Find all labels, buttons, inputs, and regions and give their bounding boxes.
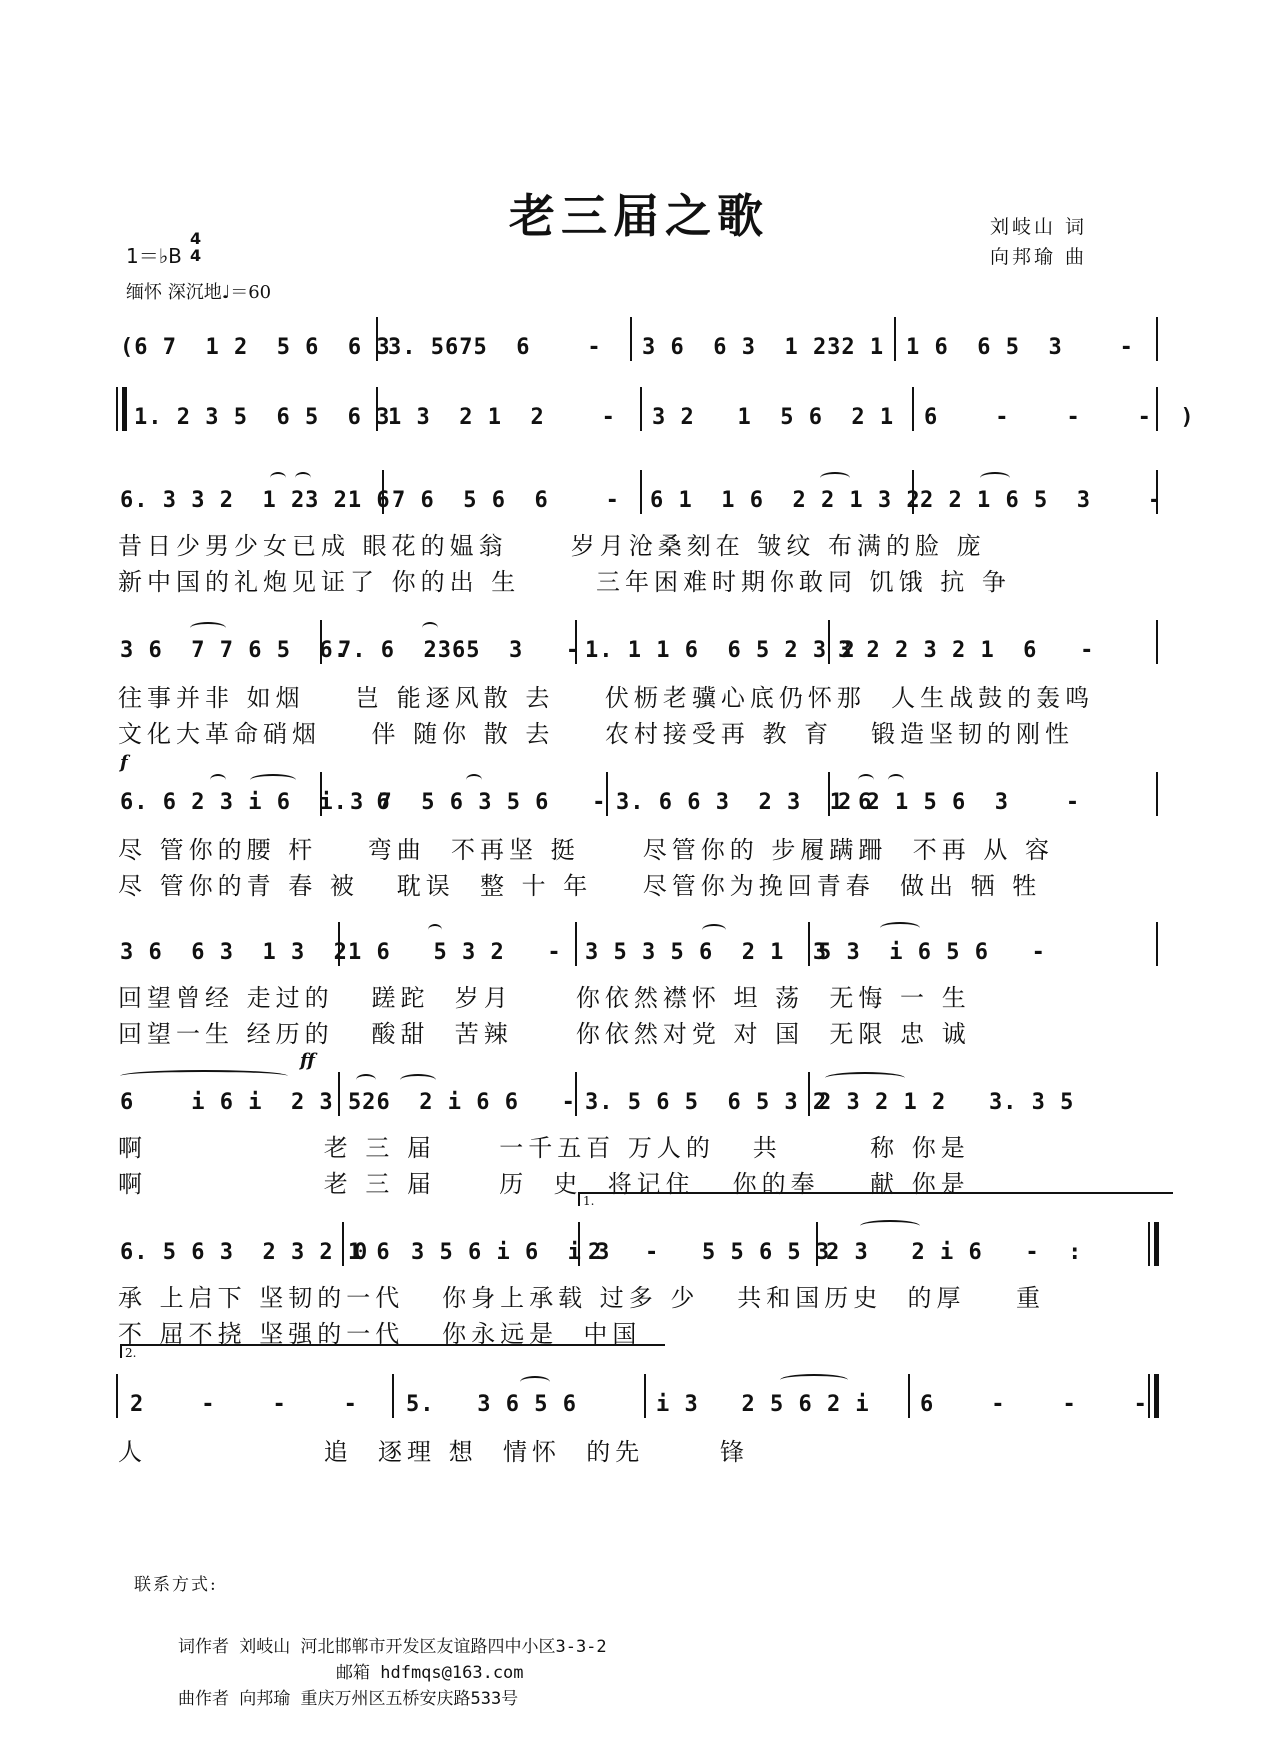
measure: 3 6 6 3 1 232 1 <box>642 335 885 360</box>
measure: 2 2 1 5 6 3 - <box>838 790 1081 815</box>
slur <box>250 774 296 786</box>
measure: 3 6 6 3 1 3 2 <box>120 940 348 965</box>
barline <box>640 387 642 431</box>
lyrics-verse-1: 往事并非 如烟 岂 能逐风散 去 伏枥老骥心底仍怀那 人生战鼓的轰鸣 <box>118 684 1095 712</box>
lyrics-verse-1: 尽 管你的腰 杆 弯曲 不再坚 挺 尽管你的 步履蹒跚 不再 从 容 <box>118 836 1054 864</box>
barline <box>816 1222 818 1266</box>
barline <box>808 1072 810 1116</box>
measure: 3 2 1 5 6 2 1 <box>652 405 895 430</box>
slur <box>356 1074 376 1086</box>
slur <box>980 472 1010 484</box>
barline <box>828 620 830 664</box>
barline <box>342 1222 344 1266</box>
measure: 2 3 2 1 2 3. 3 5 <box>818 1090 1075 1115</box>
slur <box>780 1374 848 1386</box>
contact-lyricist: 词作者 刘岐山 河北邯郸市开发区友谊路四中小区3-3-2 <box>178 1637 607 1657</box>
volta-second-ending: 2. <box>120 1344 665 1358</box>
measure: 2 - - - <box>130 1392 358 1417</box>
barline <box>376 317 378 361</box>
measure: 3 7 5 6 3 5 6 - <box>350 790 607 815</box>
barline <box>575 922 577 966</box>
barline <box>606 772 608 816</box>
slur <box>702 924 726 936</box>
measure: 2 3 2 i 6 - : <box>826 1240 1083 1265</box>
final-barline <box>1148 1374 1159 1418</box>
barline <box>912 387 914 431</box>
song-title: 老三届之歌 <box>509 189 769 243</box>
measure: 6 1 1 6 2 2 1 3 2 <box>650 488 921 513</box>
barline <box>630 317 632 361</box>
measure: i 3 2 5 6 2 i <box>656 1392 870 1417</box>
dynamic-fortissimo: ff <box>300 1050 315 1071</box>
slur <box>820 472 850 484</box>
notation-row-1 <box>120 335 1170 395</box>
lyricist-credit: 刘岐山 词 <box>990 216 1088 238</box>
barline <box>912 470 914 514</box>
measure: 6 - - - ) <box>924 405 1195 430</box>
measure: 1 6 5 3 2 - <box>348 940 562 965</box>
barline <box>382 470 384 514</box>
barline <box>1156 772 1158 816</box>
barline <box>578 1222 580 1266</box>
measure: 1 6 6 5 3 - <box>906 335 1134 360</box>
lyrics-verse-2: 尽 管你的青 春 被 耽误 整 十 年 尽管你为挽回青春 做出 牺 牲 <box>118 872 1042 900</box>
measure: 2 - 5 5 6 5 3 <box>588 1240 831 1265</box>
slur <box>520 1376 550 1388</box>
barline <box>1156 387 1158 431</box>
measure: 6 - - - <box>920 1392 1148 1417</box>
time-signature <box>190 230 201 264</box>
lyrics-verse-2: 不 屈不挠 坚强的一代 你永远是 中国 <box>118 1320 642 1348</box>
barline <box>894 317 896 361</box>
measure: 7 6 5 6 6 - <box>392 488 620 513</box>
barline <box>1156 317 1158 361</box>
slur <box>190 622 226 634</box>
barline <box>320 772 322 816</box>
slur <box>295 472 311 484</box>
measure: 7. 6 2365 3 - <box>338 638 581 663</box>
lyrics-verse-1: 昔日少男少女已成 眼花的媪翁 岁月沧桑刻在 皱纹 布满的脸 庞 <box>118 532 986 560</box>
barline <box>828 772 830 816</box>
slur <box>428 924 442 936</box>
barline <box>575 1072 577 1116</box>
lyrics-verse-1: 承 上启下 坚韧的一代 你身上承载 过多 少 共和国历史 的厚 重 <box>118 1284 1046 1312</box>
barline <box>1156 470 1158 514</box>
measure: 6 i 6 i 2 3 2 <box>120 1090 377 1115</box>
measure: 5 3 i 6 5 6 - <box>818 940 1046 965</box>
measure: 6. 6 2 3 i 6 i. 6 <box>120 790 391 815</box>
composer-credit: 向邦瑜 曲 <box>990 246 1088 268</box>
lyrics-verse-1: 啊 老 三 届 一千五百 万人的 共 称 你是 <box>118 1134 970 1162</box>
lyrics-verse-2: 文化大革命硝烟 伴 随你 散 去 农村接受再 教 育 锻造坚韧的刚性 <box>118 720 1075 748</box>
slur <box>120 1070 288 1082</box>
volta-first-ending: 1. <box>578 1192 1173 1206</box>
slur <box>270 472 286 484</box>
barline <box>575 620 577 664</box>
slur <box>858 774 874 786</box>
slur <box>825 1072 905 1084</box>
time-signature-bottom: 4 <box>190 246 202 265</box>
barline <box>644 1374 646 1418</box>
measure: 6. 5 6 3 2 3 2 1 6 <box>120 1240 391 1265</box>
measure: 2 2 1 6 5 3 - <box>920 488 1163 513</box>
contact-composer: 曲作者 向邦瑜 重庆万州区五桥安庆路533号 <box>178 1689 519 1709</box>
slur <box>880 922 920 934</box>
lyrics-verse-2: 回望一生 经历的 酸甜 苦辣 你依然对党 对 国 无限 忠 诚 <box>118 1020 971 1048</box>
barline <box>1156 620 1158 664</box>
measure: 3. 5675 6 - <box>388 335 602 360</box>
measure: 3 5 3 5 6 2 1 3 <box>585 940 828 965</box>
repeat-end-barline <box>1148 1222 1159 1266</box>
lyrics-verse-2: 啊 老 三 届 历 史 将记住 你的奉 献 你是 <box>118 1170 970 1198</box>
notation-row-2 <box>120 405 1195 465</box>
measure: 3. 6 6 3 2 3 1 6 <box>616 790 873 815</box>
barline <box>908 1374 910 1418</box>
barline <box>808 922 810 966</box>
barline <box>116 1374 118 1418</box>
key-signature: 1＝♭B <box>126 244 182 268</box>
measure: 1. 2 3 5 6 5 6 3 <box>134 405 391 430</box>
measure: 3 6 7 7 6 5 6. <box>120 638 348 663</box>
barline <box>338 1072 340 1116</box>
barline <box>376 387 378 431</box>
measure: 5 6 2 i 6 6 - <box>348 1090 576 1115</box>
slur <box>422 622 438 634</box>
measure: 0 3 5 6 i 6 i 3 <box>354 1240 611 1265</box>
slur <box>400 1074 436 1086</box>
lyrics-verse-2: 新中国的礼炮见证了 你的出 生 三年困难时期你敢同 饥饿 抗 争 <box>118 568 1011 596</box>
barline <box>320 620 322 664</box>
dynamic-forte: f <box>120 752 128 773</box>
repeat-start-barline <box>116 387 127 431</box>
lyrics-verse-1: 回望曾经 走过的 蹉跎 岁月 你依然襟怀 坦 荡 无悔 一 生 <box>118 984 971 1012</box>
measure: 1. 1 1 6 6 5 2 3 2 <box>585 638 856 663</box>
barline <box>392 1374 394 1418</box>
measure: 3. 5 6 5 6 5 3 2 <box>585 1090 828 1115</box>
measure: 5. 3 6 5 6 <box>406 1392 577 1417</box>
measure: (6 7 1 2 5 6 6 3 <box>120 335 391 360</box>
contact-email: 邮箱 hdfmqs@163.com <box>336 1663 524 1683</box>
slur <box>860 1220 920 1232</box>
measure: 3 2 2 3 2 1 6 - <box>838 638 1095 663</box>
barline <box>338 922 340 966</box>
measure: 6. 3 3 2 1 23 21 6 <box>120 488 391 513</box>
slur <box>210 774 226 786</box>
contact-label: 联系方式: <box>134 1575 218 1595</box>
measure: 1 3 2 1 2 - <box>388 405 616 430</box>
barline <box>640 470 642 514</box>
barline <box>1156 922 1158 966</box>
lyrics-verse-1: 人 追 逐理 想 情怀 的先 锋 <box>118 1438 749 1466</box>
time-signature-top: 4 <box>190 229 202 248</box>
tempo-marking: 缅怀 深沉地♩＝60 <box>126 282 272 303</box>
slur <box>888 774 904 786</box>
slur <box>466 774 482 786</box>
